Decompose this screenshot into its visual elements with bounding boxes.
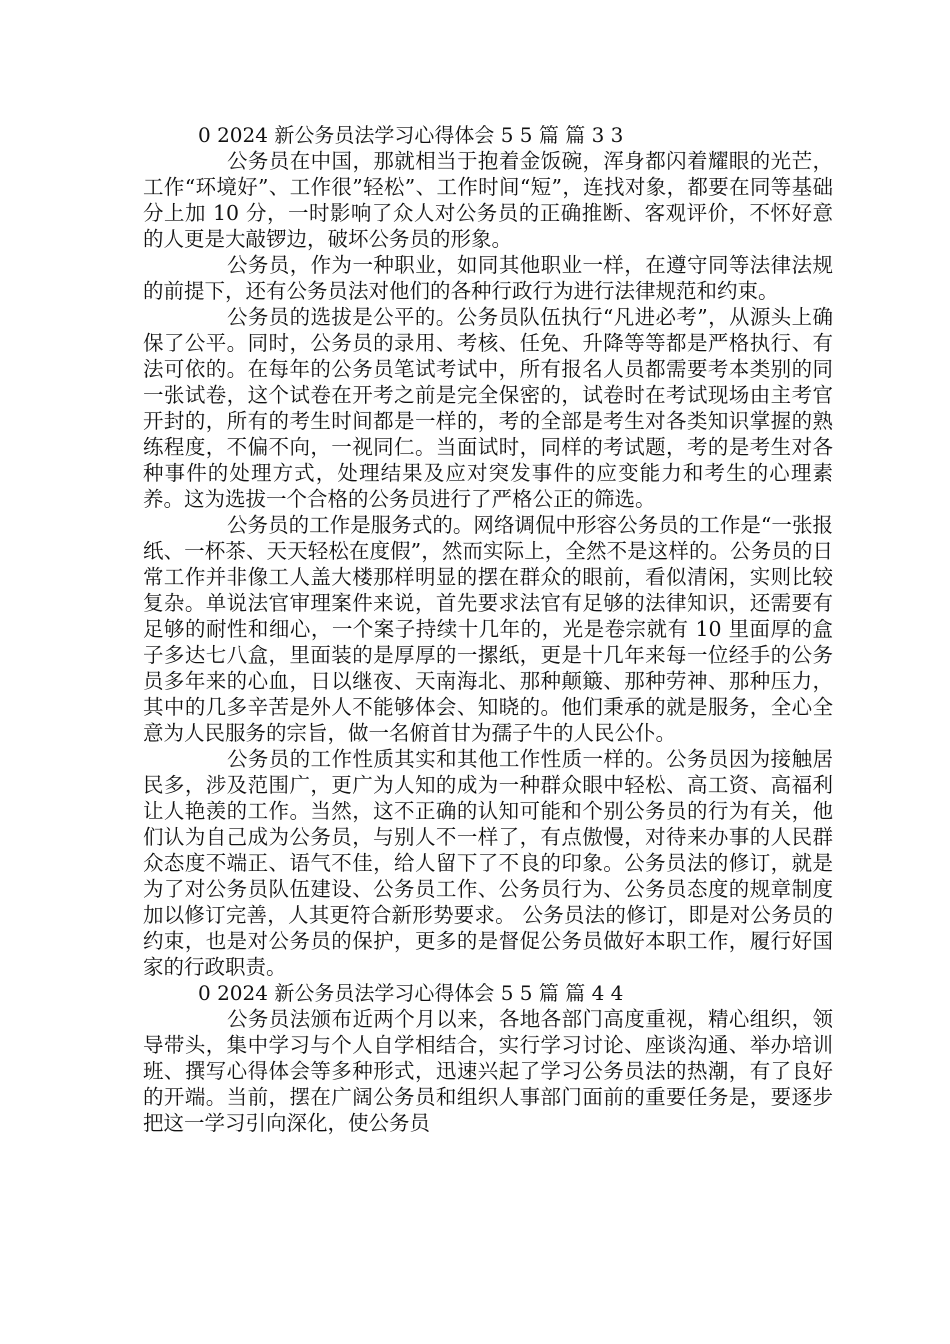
section-heading-4: 0 2024 新公务员法学习心得体会 5 5 篇 篇 4 4 bbox=[198, 981, 624, 1005]
paragraph: 公务员，作为一种职业，如同其他职业一样，在遵守同等法律法规的前提下，还有公务员法对他们的各种行政行为进行法律规范和约束。 bbox=[143, 253, 833, 303]
paragraph: 公务员的工作是服务式的。网络调侃中形容公务员的工作是“一张报纸、一杯茶、天天轻松在度假”，然而实际上，全然不是这样的。公务员的日常工作并非像工人盖大楼那样明显的摆在群众的眼前，看似清闲，实则比较复杂。单说法官审理案件来说，首先要求法官有足够的法律知识，还需要有足够的耐性和细心，一个案子持续十几年的，光是卷宗就有 10 里面厚的盒子多达七八盒，里面装的是厚厚的一摞纸，更是十几年来每一位经手的公务员多年来的心血，日以继夜、天南海北、那种颠簸、那种劳神、那种压力，其中的几多辛苦是外人不能够体会、知晓的。他们秉承的就是服务，全心全意为人民服务的宗旨，做一名俯首甘为孺子牛的人民公仆。 bbox=[143, 513, 833, 745]
paragraph: 公务员法颁布近两个月以来，各地各部门高度重视，精心组织，领导带头，集中学习与个人自学相结合，实行学习讨论、座谈沟通、举办培训班、撰写心得体会等多种形式，迅速兴起了学习公务员法的热潮，有了良好的开端。当前，摆在广阔公务员和组织人事部门面前的重要任务是，要逐步把这一学习引向深化，使公务员 bbox=[143, 1007, 833, 1135]
paragraph: 公务员的选拔是公平的。公务员队伍执行“凡进必考”，从源头上确保了公平。同时，公务员的录用、考核、任免、升降等等都是严格执行、有法可依的。在每年的公务员笔试考试中，所有报名人员都需要考本类别的同一张试卷，这个试卷在开考之前是完全保密的，试卷时在考试现场由主考官开封的，所有的考生时间都是一样的，考的全部是考生对各类知识掌握的熟练程度，不偏不向，一视同仁。当面试时，同样的考试题，考的是考生对各种事件的处理方式，处理结果及应对突发事件的应变能力和考生的心理素养。这为选拔一个合格的公务员进行了严格公正的筛选。 bbox=[143, 305, 833, 511]
paragraph: 公务员的工作性质其实和其他工作性质一样的。公务员因为接触居民多，涉及范围广，更广为人知的成为一种群众眼中轻松、高工资、高福利让人艳羡的工作。当然，这不正确的认知可能和个别公务员的行为有关，他们认为自己成为公务员，与别人不一样了，有点傲慢，对待来办事的人民群众态度不端正、语气不佳，给人留下了不良的印象。公务员法的修订，就是为了对公务员队伍建设、公务员工作、公务员行为、公务员态度的规章制度加以修订完善，人其更符合新形势要求。 公务员法的修订，即是对公务员的约束，也是对公务员的保护，更多的是督促公务员做好本职工作，履行好国家的行政职责。 bbox=[143, 747, 833, 979]
paragraph: 公务员在中国，那就相当于抱着金饭碗，浑身都闪着耀眼的光芒，工作“环境好”、工作很”轻松”、工作时间“短”，连找对象，都要在同等基础分上加 10 分，一时影响了众人对公务员的正确推断、客观评价，不怀好意的人更是大敲锣边，破坏公务员的形象。 bbox=[143, 149, 833, 251]
document-page bbox=[143, 122, 833, 1136]
section-heading-3: 0 2024 新公务员法学习心得体会 5 5 篇 篇 3 3 bbox=[198, 123, 624, 147]
